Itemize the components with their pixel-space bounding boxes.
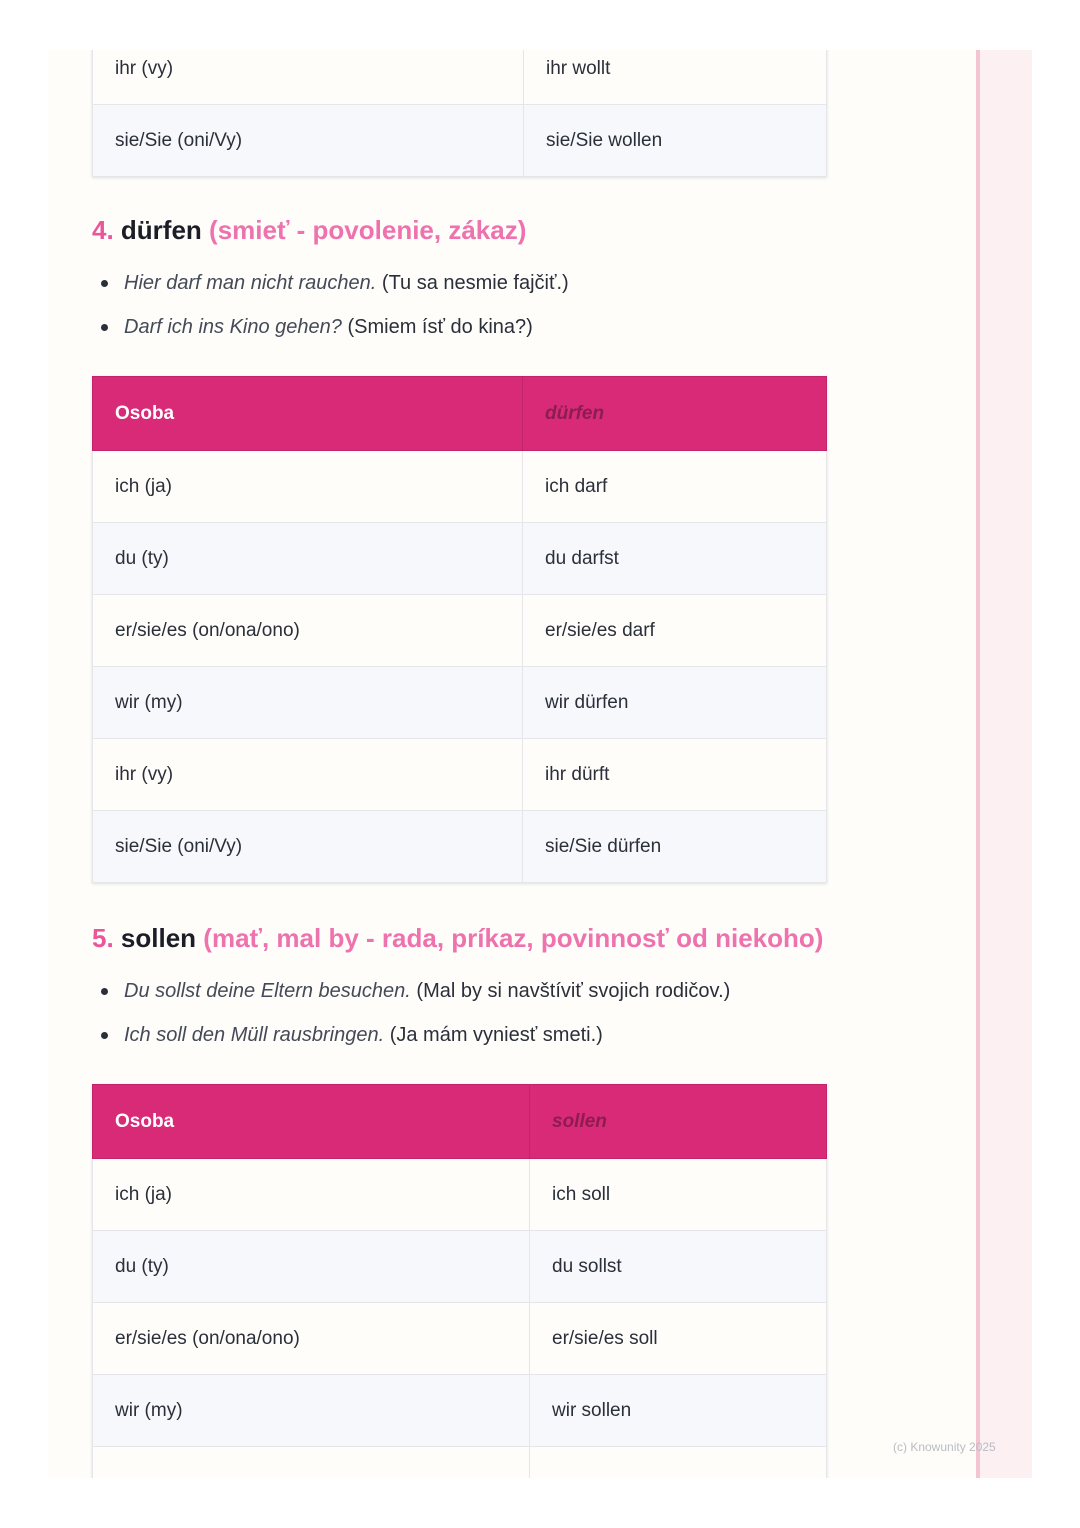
table-row — [93, 739, 827, 811]
verb-form-cell: wir dürfen — [523, 667, 827, 739]
verb-form-cell: er/sie/es soll — [530, 1303, 827, 1375]
table-row — [93, 523, 827, 595]
header-verb: sollen — [530, 1085, 827, 1159]
verb-form-cell: ich soll — [530, 1159, 827, 1231]
copyright-note: (c) Knowunity 2025 — [893, 1440, 996, 1454]
example-list — [92, 979, 730, 1067]
example-german: Darf ich ins Kino gehen? — [124, 316, 342, 338]
document-page — [48, 50, 1032, 1478]
verb-form-cell: wir sollen — [530, 1375, 827, 1447]
verb-form-cell: er/sie/es darf — [523, 595, 827, 667]
verb-form-cell: du sollst — [530, 1231, 827, 1303]
table-row — [93, 811, 827, 883]
table-header-row — [93, 1085, 827, 1159]
list-item — [92, 315, 569, 359]
verb-form-cell: ihr wollt — [524, 50, 827, 105]
verb-form-cell — [530, 1447, 827, 1479]
example-german: Ich soll den Müll rausbringen. — [124, 1024, 385, 1046]
person-cell: wir (my) — [93, 667, 523, 739]
table-row — [93, 667, 827, 739]
list-item — [92, 271, 569, 315]
table-row — [93, 1303, 827, 1375]
list-item — [92, 1023, 730, 1067]
table-row — [93, 1447, 827, 1479]
verb-form-cell: du darfst — [523, 523, 827, 595]
verb-form-cell: sie/Sie wollen — [524, 105, 827, 177]
person-cell: du (ty) — [93, 523, 523, 595]
list-item — [92, 979, 730, 1023]
side-margin-strip — [976, 50, 1032, 1478]
header-person: Osoba — [93, 1085, 530, 1159]
person-cell: ich (ja) — [93, 1159, 530, 1231]
example-translation: (Ja mám vyniesť smeti.) — [389, 1024, 603, 1046]
person-cell: wir (my) — [93, 1375, 530, 1447]
person-cell: er/sie/es (on/ona/ono) — [93, 1303, 530, 1375]
header-person: Osoba — [93, 377, 523, 451]
section-verb: sollen — [120, 923, 197, 953]
person-cell: sie/Sie (oni/Vy) — [93, 105, 524, 177]
example-translation: (Tu sa nesmie fajčiť.) — [381, 272, 569, 294]
person-cell: ich (ja) — [93, 451, 523, 523]
verb-form-cell: ich darf — [523, 451, 827, 523]
person-cell: ihr (vy) — [93, 50, 524, 105]
table-header-row — [93, 377, 827, 451]
section-heading-sollen — [92, 923, 823, 954]
person-cell: sie/Sie (oni/Vy) — [93, 811, 523, 883]
example-translation: (Mal by si navštíviť svojich rodičov.) — [416, 980, 731, 1002]
table-row — [93, 451, 827, 523]
verb-form-cell: ihr dürft — [523, 739, 827, 811]
side-margin-line — [976, 50, 980, 1478]
person-cell: du (ty) — [93, 1231, 530, 1303]
table-row — [93, 1375, 827, 1447]
conjugation-table-sollen — [92, 1084, 827, 1478]
header-verb: dürfen — [523, 377, 827, 451]
table-row — [93, 50, 827, 105]
example-list — [92, 271, 569, 359]
example-translation: (Smiem ísť do kina?) — [347, 316, 533, 338]
section-meaning: (smieť - povolenie, zákaz) — [209, 215, 527, 245]
conjugation-table-durfen — [92, 376, 827, 883]
section-heading-durfen — [92, 215, 526, 246]
conjugation-table-wollen — [92, 50, 827, 177]
table-row — [93, 1231, 827, 1303]
person-cell: er/sie/es (on/ona/ono) — [93, 595, 523, 667]
table-row — [93, 1159, 827, 1231]
section-number: 4. — [92, 215, 114, 245]
table-row — [93, 105, 827, 177]
table-row — [93, 595, 827, 667]
section-number: 5. — [92, 923, 114, 953]
section-meaning: (mať, mal by - rada, príkaz, povinnosť od niekoho) — [203, 923, 824, 953]
section-verb: dürfen — [120, 215, 202, 245]
example-german: Du sollst deine Eltern besuchen. — [124, 980, 411, 1002]
verb-form-cell: sie/Sie dürfen — [523, 811, 827, 883]
person-cell — [93, 1447, 530, 1479]
example-german: Hier darf man nicht rauchen. — [124, 272, 377, 294]
person-cell: ihr (vy) — [93, 739, 523, 811]
